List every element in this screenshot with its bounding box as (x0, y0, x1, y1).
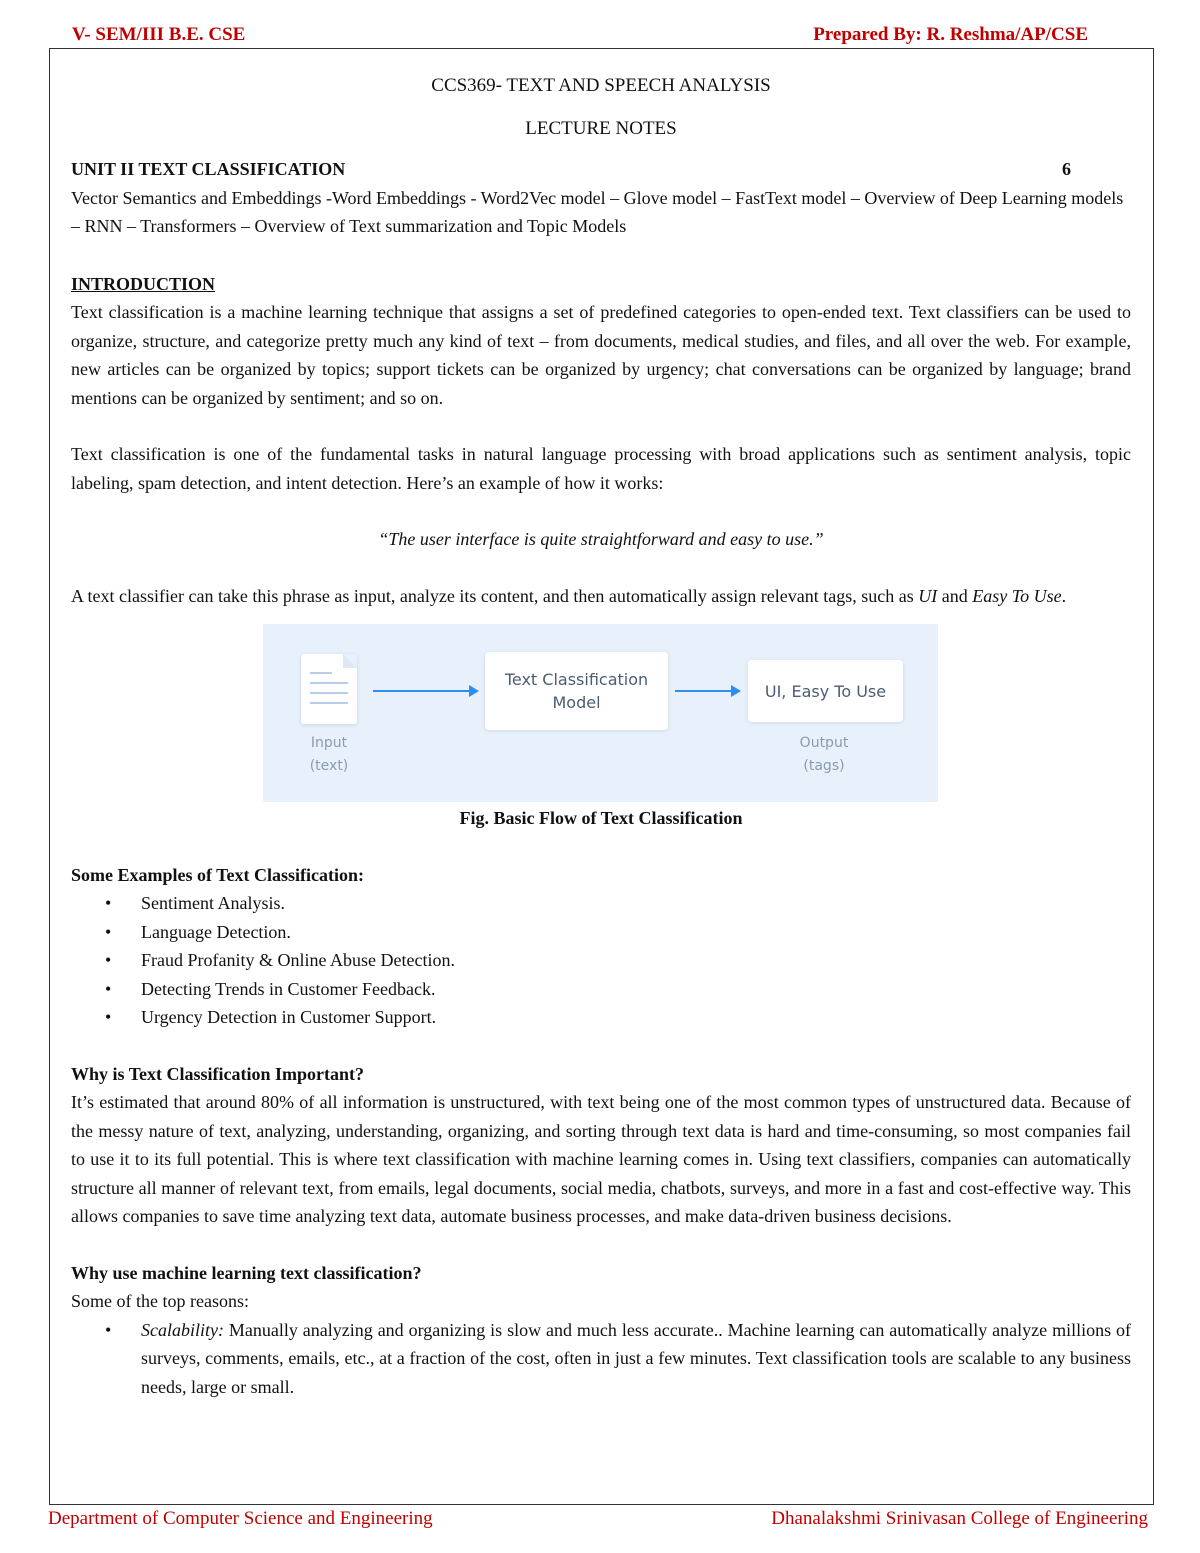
tag-easy-to-use: Easy To Use (972, 585, 1062, 606)
output-label-line2: (tags) (803, 758, 845, 774)
scalability-text: Manually analyzing and organizing is slow and much less accurate.. Machine learning can automatically analyze millions of surveys, comments, emails, etc., at a fraction of the cost, often in just a few minutes. Text classification tools are scalable to any business needs, large or small. (141, 1319, 1131, 1397)
model-box-line1: Text Classification (504, 670, 649, 689)
para3-start: A text classifier can take this phrase as input, analyze its content, and then automatically assign relevant tags, such as (71, 585, 919, 606)
ml-intro: Some of the top reasons: (71, 1291, 249, 1311)
figure-caption: Fig. Basic Flow of Text Classification (459, 808, 743, 828)
examples-list (71, 889, 1131, 1032)
list-item: • Sentiment Analysis. (141, 889, 1131, 918)
lecture-notes-title: LECTURE NOTES (525, 117, 677, 139)
para3-and: and (937, 585, 973, 606)
introduction-paragraph-3 (71, 582, 1131, 611)
list-item: • Fraud Profanity & Online Abuse Detection. (141, 946, 1131, 975)
page-content (71, 70, 1131, 1401)
examples-heading: Some Examples of Text Classification: (71, 864, 365, 885)
header-right: Prepared By: R. Reshma/AP/CSE (813, 24, 1088, 45)
output-label-line1: Output (799, 735, 849, 751)
list-item (141, 1316, 1131, 1402)
unit-syllabus: Vector Semantics and Embeddings -Word Embeddings - Word2Vec model – Glove model – FastText model – Overview of Deep Learning models – RNN – Transformers – Overview of Text summarization and Topic Models (71, 187, 1124, 236)
header-left: V- SEM/III B.E. CSE (72, 24, 246, 45)
importance-heading: Why is Text Classification Important? (71, 1063, 365, 1084)
list-item: • Urgency Detection in Customer Support. (141, 1003, 1131, 1032)
example-quote: “The user interface is quite straightforward and easy to use.” (378, 529, 824, 549)
ml-reasons-list (71, 1316, 1131, 1402)
output-box: UI, Easy To Use (748, 660, 903, 722)
model-box-line2: Model (552, 693, 601, 712)
footer-right: Dhanalakshmi Srinivasan College of Engineering (771, 1508, 1148, 1529)
course-title: CCS369- TEXT AND SPEECH ANALYSIS (431, 75, 771, 96)
list-item: • Language Detection. (141, 918, 1131, 947)
unit-heading: UNIT II TEXT CLASSIFICATION (71, 159, 346, 179)
arrow-right-icon (373, 690, 471, 692)
importance-paragraph: It’s estimated that around 80% of all information is unstructured, with text being one of the most common types of unstructured data. Because of the messy nature of text, analyzing, understanding, organizing, and sorting through text data is hard and time-consuming, so most companies fail to use it to its full potential. This is where text classification with machine learning comes in. Using text classifiers, companies can automatically structure all manner of relevant text, from emails, legal documents, social media, chatbots, surveys, and more in a fast and cost-effective way. This allows companies to save time analyzing text data, automate business processes, and make data-driven business decisions. (71, 1092, 1131, 1226)
document-icon (301, 654, 357, 724)
text-classification-flow-figure (263, 624, 938, 802)
input-label-line2: (text) (309, 758, 349, 774)
list-item: • Detecting Trends in Customer Feedback. (141, 975, 1131, 1004)
output-label (778, 732, 870, 778)
footer-left: Department of Computer Science and Engineering (48, 1508, 433, 1529)
input-label (293, 732, 365, 778)
para3-end: . (1061, 585, 1067, 606)
introduction-heading: INTRODUCTION (71, 273, 216, 294)
scalability-term: Scalability: (141, 1319, 224, 1340)
introduction-paragraph-1: Text classification is a machine learning technique that assigns a set of predefined categories to open-ended text. Text classifiers can be used to organize, structure, and categorize pretty much any kind of text – from documents, medical studies, and files, and all over the web. For example, new articles can be organized by topics; support tickets can be organized by urgency; chat conversations can be organized by language; brand mentions can be organized by sentiment; and so on. (71, 302, 1131, 408)
input-label-line1: Input (310, 735, 348, 751)
arrow-right-icon (675, 690, 733, 692)
unit-hours: 6 (1062, 159, 1071, 179)
introduction-paragraph-2: Text classification is one of the fundamental tasks in natural language processing with broad applications such as sentiment analysis, topic labeling, spam detection, and intent detection. Here’s an example of how it works: (71, 444, 1131, 493)
model-box (485, 652, 668, 730)
unit-heading-row (71, 155, 1131, 184)
tag-ui: UI (918, 585, 938, 606)
ml-heading: Why use machine learning text classification? (71, 1262, 422, 1283)
